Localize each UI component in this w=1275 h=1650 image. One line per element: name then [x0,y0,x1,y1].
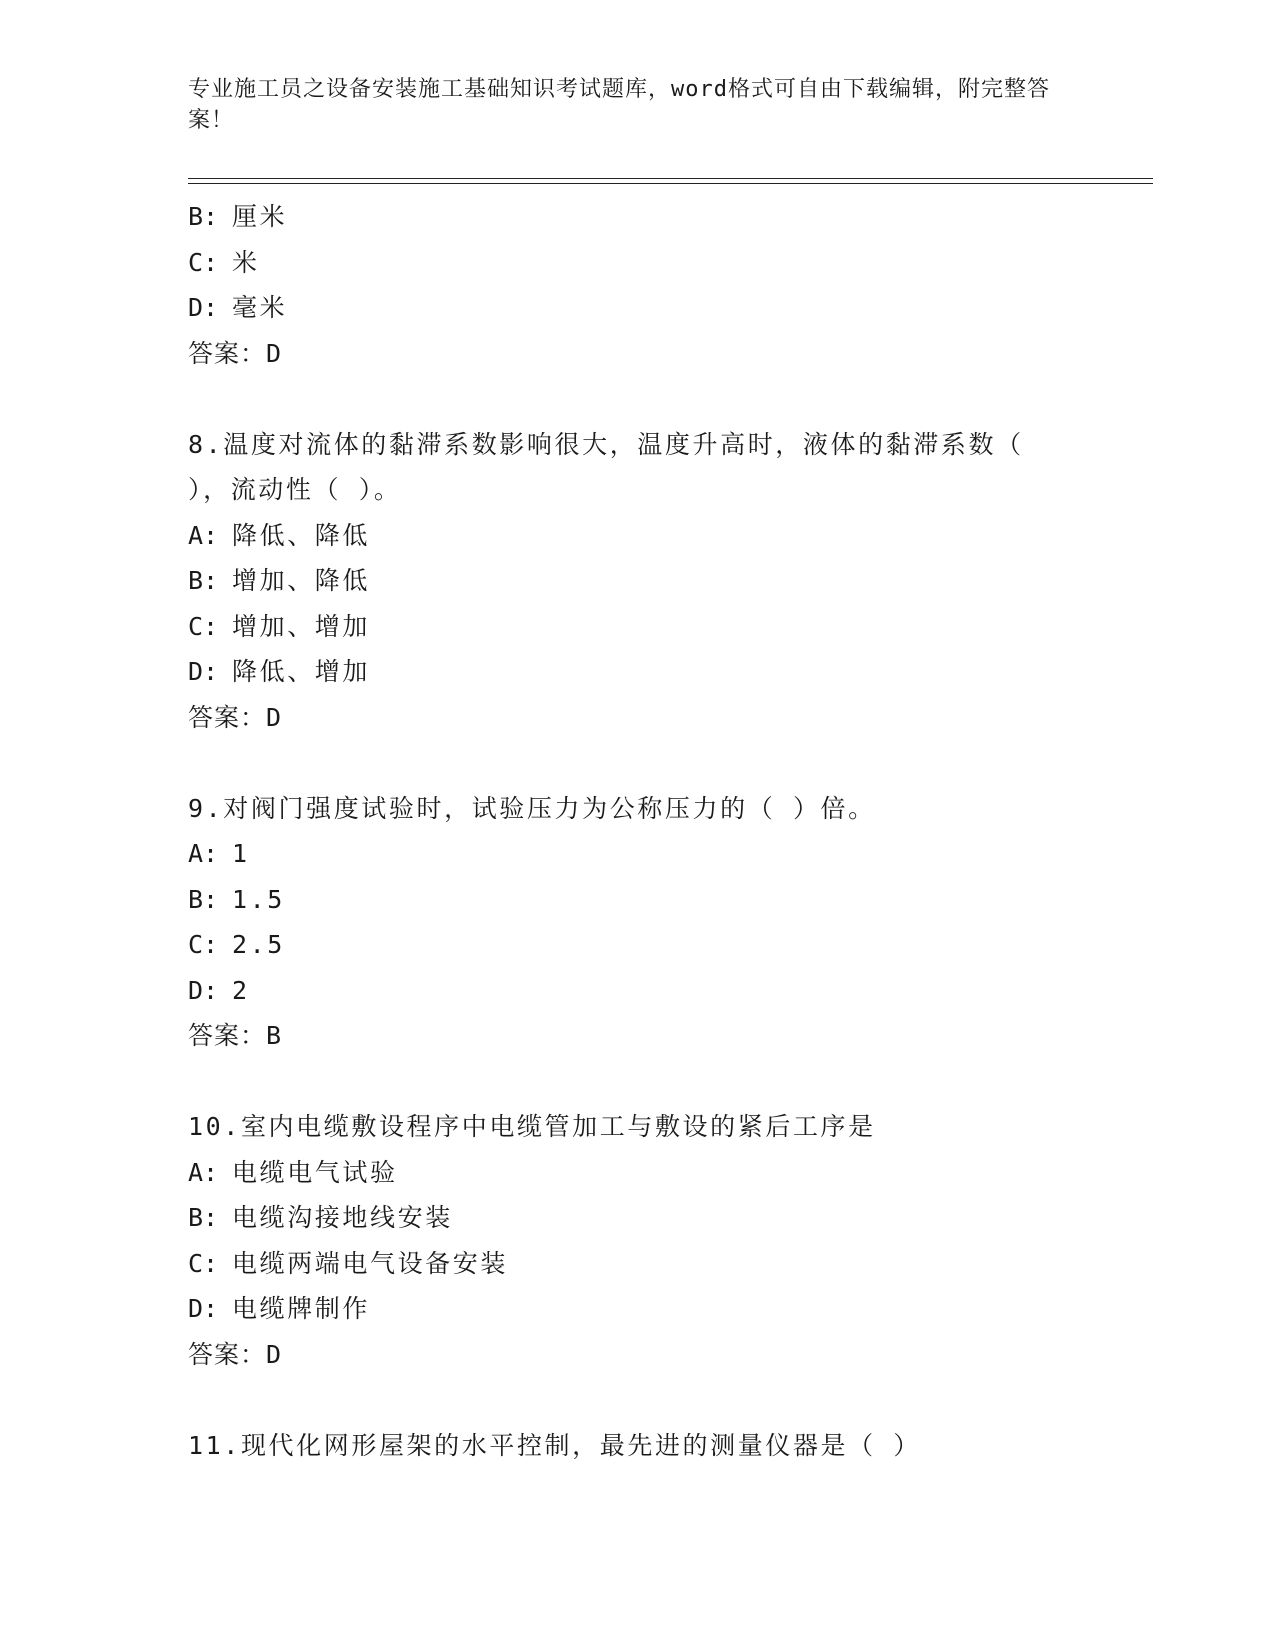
option-d [188,1286,1088,1332]
option-b [188,1195,1088,1241]
option-key: C: [188,611,219,641]
option-key: B: [188,202,219,231]
question-9 [188,786,1088,1059]
option-key: D: [188,293,219,322]
question-11 [188,1423,1088,1469]
spacer [188,376,1088,422]
option-a [188,831,1088,877]
option-key: D: [188,1294,219,1323]
question-10 [188,1104,1088,1377]
header-divider-bottom [188,183,1153,184]
question-8 [188,422,1088,741]
option-text: 增加、增加 [232,611,371,641]
option-key: D: [188,975,219,1005]
option-text: 2.5 [232,930,285,959]
option-key: B: [188,566,219,595]
option-text: 降低、增加 [232,657,371,686]
spacer [188,1059,1088,1105]
option-b [188,558,1088,604]
option-key: C: [188,930,219,959]
option-d [188,649,1088,695]
option-a [188,1150,1088,1196]
question-7-continued [188,194,1088,376]
option-key: A: [188,520,219,550]
option-key: B: [188,884,219,914]
option-d [188,968,1088,1014]
option-key: C: [188,1248,219,1278]
answer-line: 答案：D [188,338,283,368]
option-key: D: [188,657,219,686]
option-c [188,1241,1088,1287]
option-c [188,604,1088,650]
option-text: 1.5 [232,884,285,914]
option-key: A: [188,1157,219,1187]
option-text: 增加、降低 [232,566,371,595]
option-c [188,922,1088,968]
option-text: 米 [232,247,260,277]
option-key: A: [188,839,219,868]
spacer [188,740,1088,786]
question-list [188,194,1088,1468]
header-divider-top [188,178,1153,179]
option-text: 1 [232,839,250,868]
answer-line: 答案：D [188,702,283,732]
question-text: 9.对阀门强度试验时，试验压力为公称压力的（ ）倍。 [188,793,876,823]
option-text: 电缆两端电气设备安装 [232,1248,509,1278]
option-text: 2 [232,975,250,1005]
option-text: 电缆电气试验 [232,1157,398,1187]
page-header-title: 专业施工员之设备安装施工基础知识考试题库，word格式可自由下载编辑，附完整答案！ [188,77,1050,133]
option-c [188,240,1088,286]
answer-line: 答案：B [188,1021,283,1050]
option-text: 厘米 [232,202,288,231]
option-key: C: [188,247,219,277]
option-a [188,513,1088,559]
question-text: 10.室内电缆敷设程序中电缆管加工与敷设的紧后工序是 [188,1112,876,1141]
option-text: 电缆沟接地线安装 [232,1203,453,1232]
question-text: 8.温度对流体的黏滞系数影响很大，温度升高时，液体的黏滞系数（ ），流动性（ ）。 [188,429,1024,504]
spacer [188,1377,1088,1423]
answer-line: 答案：D [188,1339,283,1369]
question-text: 11.现代化网形屋架的水平控制，最先进的测量仪器是（ ） [188,1430,922,1460]
option-text: 电缆牌制作 [232,1294,371,1323]
option-d [188,285,1088,331]
option-b [188,194,1088,240]
option-text: 降低、降低 [232,520,371,550]
option-b [188,877,1088,923]
option-text: 毫米 [232,293,288,322]
option-key: B: [188,1203,219,1232]
